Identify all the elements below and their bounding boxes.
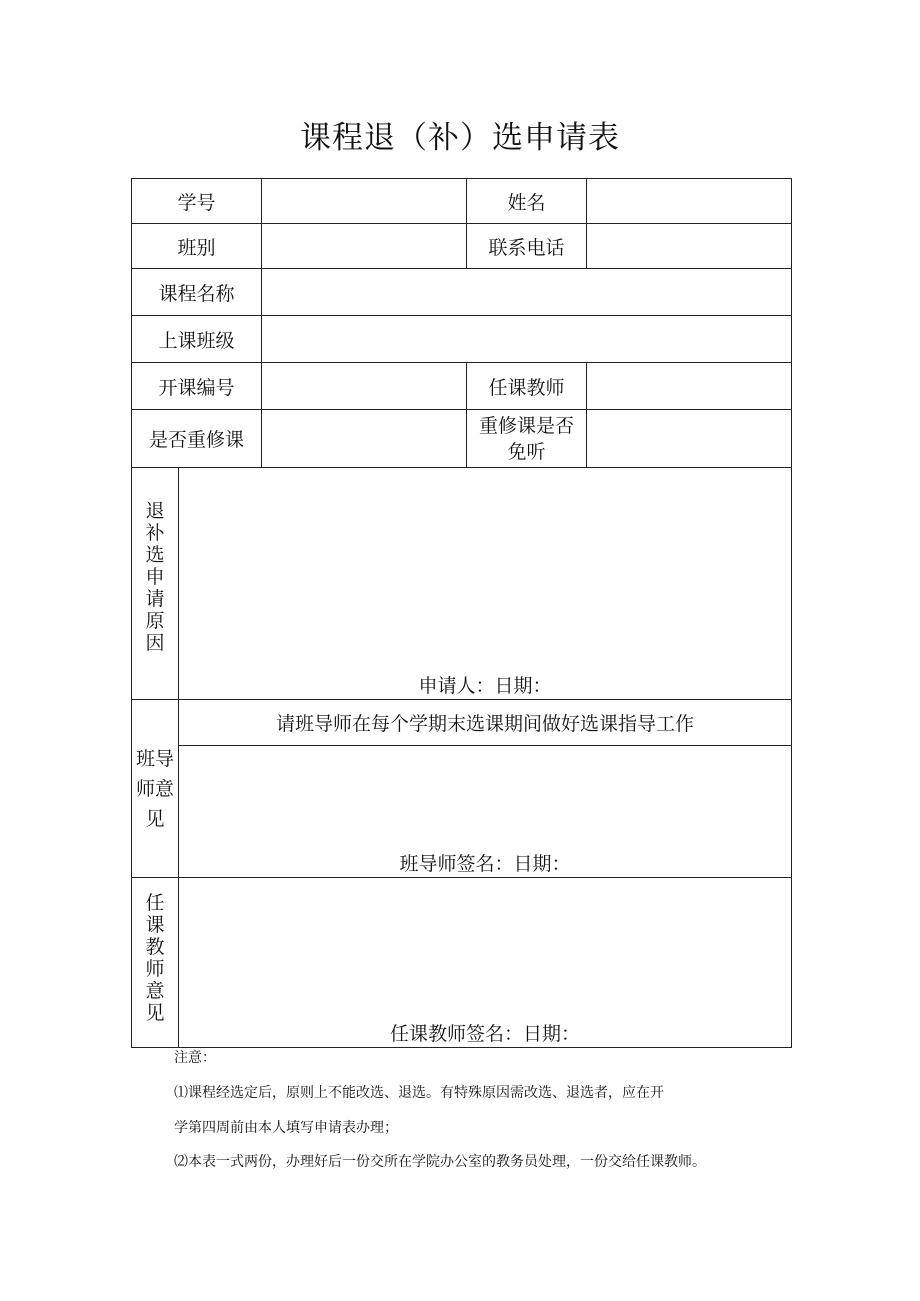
- advisor-label: 班导师意见: [135, 747, 174, 830]
- teacher-input-cell[interactable]: [587, 363, 792, 410]
- row-retake: [132, 410, 792, 468]
- row-lecture-class: [132, 316, 792, 363]
- row-class: [132, 224, 792, 269]
- retake-exempt-label-line2: 免听: [507, 440, 546, 463]
- student-id-input-cell[interactable]: [262, 179, 467, 224]
- phone-label: 联系电话: [467, 224, 587, 269]
- reason-label: 退补选申请原因: [145, 499, 165, 654]
- advisor-signature-line: 班导师签名：日期：: [399, 853, 571, 875]
- row-advisor-instruction: [132, 700, 792, 746]
- course-name-input-cell[interactable]: [262, 269, 792, 316]
- advisor-label-cell: [132, 700, 179, 878]
- retake-exempt-input-cell[interactable]: [587, 410, 792, 468]
- row-reason: [132, 468, 792, 700]
- lecture-class-input-cell[interactable]: [262, 316, 792, 363]
- note-line-2: 学第四周前由本人填写申请表办理；: [174, 1120, 398, 1136]
- advisor-opinion-input-cell[interactable]: [179, 746, 792, 878]
- notes-heading: 注意：: [174, 1050, 216, 1066]
- phone-input-cell[interactable]: [587, 224, 792, 269]
- course-name-label: 课程名称: [132, 269, 262, 316]
- row-course-code: [132, 363, 792, 410]
- row-advisor-opinion: [132, 746, 792, 878]
- note-line-1: ⑴课程经选定后，原则上不能改选、退选。有特殊原因需改选、退选者，应在开: [174, 1085, 664, 1101]
- row-course-name: [132, 269, 792, 316]
- course-code-input-cell[interactable]: [262, 363, 467, 410]
- note-line-3: ⑵本表一式两份，办理好后一份交所在学院办公室的教务员处理，一份交给任课教师。: [174, 1154, 706, 1170]
- is-retake-label: 是否重修课: [132, 410, 262, 468]
- applicant-signature-line: 申请人：日期：: [418, 675, 552, 697]
- row-teacher-opinion: [132, 878, 792, 1048]
- retake-exempt-label: [467, 410, 587, 468]
- is-retake-input-cell[interactable]: [262, 410, 467, 468]
- lecture-class-label: 上课班级: [132, 316, 262, 363]
- class-label: 班别: [132, 224, 262, 269]
- course-code-label: 开课编号: [132, 363, 262, 410]
- reason-label-cell: [132, 468, 179, 700]
- teacher-signature-line: 任课教师签名：日期：: [390, 1023, 581, 1045]
- advisor-instruction: 请班导师在每个学期末选课期间做好选课指导工作: [179, 700, 792, 746]
- teacher-opinion-label-cell: [132, 878, 179, 1048]
- teacher-opinion-label: 任课教师意见: [145, 891, 165, 1024]
- name-label: 姓名: [467, 179, 587, 224]
- form-title: 课程退（补）选申请表: [300, 120, 620, 156]
- student-id-label: 学号: [132, 179, 262, 224]
- reason-input-cell[interactable]: [179, 468, 792, 700]
- retake-exempt-label-line1: 重修课是否: [479, 414, 575, 437]
- teacher-label: 任课教师: [467, 363, 587, 410]
- name-input-cell[interactable]: [587, 179, 792, 224]
- application-form-table: [131, 178, 792, 1048]
- teacher-opinion-input-cell[interactable]: [179, 878, 792, 1048]
- row-student-id: [132, 179, 792, 224]
- class-input-cell[interactable]: [262, 224, 467, 269]
